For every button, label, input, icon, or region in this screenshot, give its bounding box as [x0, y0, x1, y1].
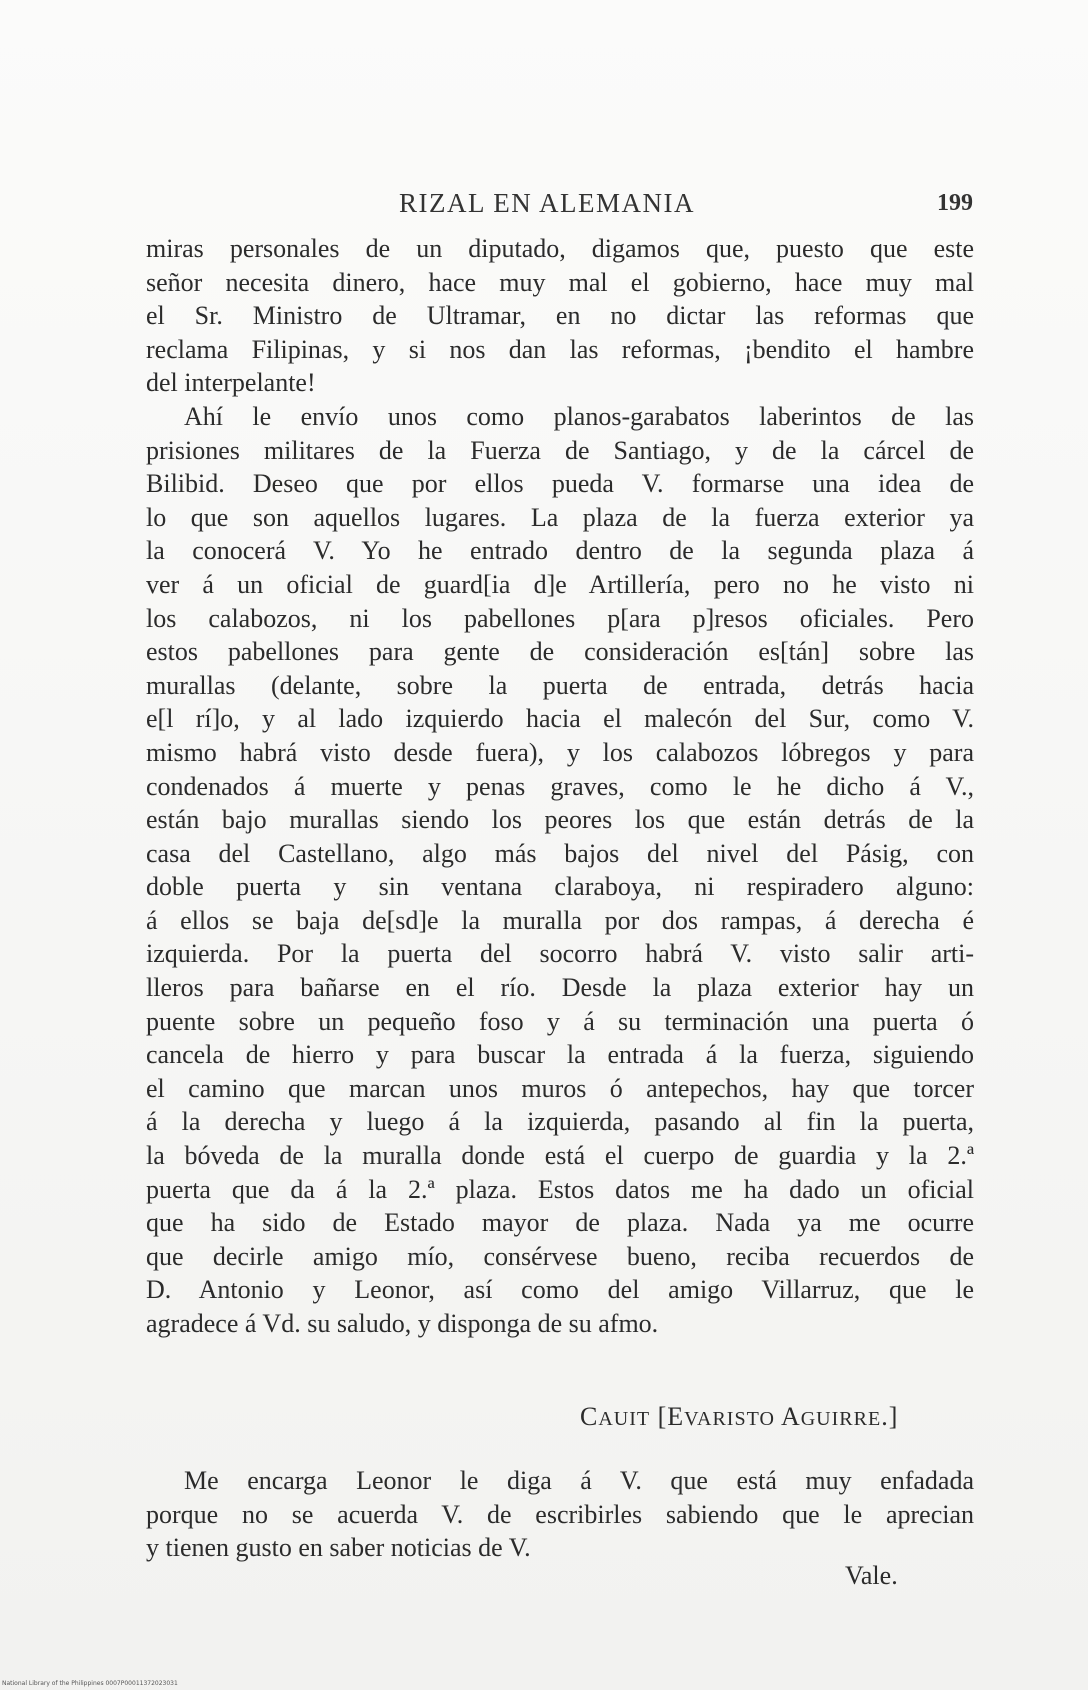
body-line: á la derecha y luego á la izquierda, pasando al fin la puerta,	[146, 1107, 974, 1137]
body-line: miras personales de un diputado, digamos que, puesto que este	[146, 234, 974, 263]
signature-part: .]	[881, 1402, 899, 1431]
body-line: casa del Castellano, algo más bajos del nivel del Pásig, con	[146, 838, 974, 868]
closing-vale: Vale.	[845, 1561, 898, 1590]
body-line: la bóveda de la muralla donde está el cuerpo de guardia y la 2.ª	[146, 1141, 974, 1171]
body-line: la conocerá V. Yo he entrado dentro de la segunda plaza á	[146, 536, 974, 566]
signature-part: AUIT	[598, 1408, 651, 1430]
body-line: e[l rí]o, y al lado izquierdo hacia el malecón del Sur, como V.	[146, 704, 974, 734]
body-line: murallas (delante, sobre la puerta de entrada, detrás hacia	[146, 670, 974, 700]
body-line: están bajo murallas siendo los peores los que están detrás de la	[146, 805, 974, 835]
page-number: 199	[937, 190, 973, 216]
body-line: cancela de hierro y para buscar la entrada á la fuerza, siguiendo	[146, 1040, 974, 1070]
body-line: lleros para bañarse en el río. Desde la plaza exterior hay un	[146, 973, 974, 1003]
letter-body	[146, 232, 974, 1341]
body-line: del interpelante!	[146, 368, 316, 398]
signature-part: [E	[650, 1402, 685, 1431]
signature-part: C	[580, 1402, 599, 1431]
body-line: mismo habrá visto desde fuera), y los calabozos lóbregos y para	[146, 737, 974, 767]
running-title: RIZAL EN ALEMANIA	[399, 188, 695, 218]
body-line: á ellos se baja de[sd]e la muralla por dos rampas, á derecha é	[146, 905, 974, 935]
body-line: condenados á muerte y penas graves, como le he dicho á V.,	[146, 771, 974, 801]
body-line: Ahí le envío unos como planos-garabatos laberintos de las	[184, 401, 974, 431]
signature	[580, 1402, 898, 1432]
signature-part: A	[774, 1402, 801, 1431]
body-line: los calabozos, ni los pabellones p[ara p]resos oficiales. Pero	[146, 603, 974, 633]
body-line: puente sobre un pequeño foso y á su terminación una puerta ó	[146, 1006, 974, 1036]
postscript-line: Me encarga Leonor le diga á V. que está muy enfadada	[184, 1466, 974, 1495]
body-line: el Sr. Ministro de Ultramar, en no dictar las reformas que	[146, 301, 974, 331]
body-line: Bilibid. Deseo que por ellos pueda V. formarse una idea de	[146, 469, 974, 499]
postscript-line: porque no se acuerda V. de escribirles sabiendo que le aprecian	[146, 1499, 974, 1529]
body-line: D. Antonio y Leonor, así como del amigo Villarruz, que le	[146, 1275, 974, 1305]
body-line: que ha sido de Estado mayor de plaza. Nada ya me ocurre	[146, 1208, 974, 1238]
body-line: el camino que marcan unos muros ó antepechos, hay que torcer	[146, 1073, 974, 1103]
body-line: doble puerta y sin ventana claraboya, ni respiradero alguno:	[146, 872, 974, 902]
body-line: señor necesita dinero, hace muy mal el gobierno, hace muy mal	[146, 267, 974, 297]
body-line: prisiones militares de la Fuerza de Santiago, y de la cárcel de	[146, 435, 974, 465]
signature-part: GUIRRE	[800, 1408, 882, 1430]
body-line: que decirle amigo mío, consérvese bueno, reciba recuerdos de	[146, 1241, 974, 1271]
body-line: puerta que da á la 2.ª plaza. Estos datos me ha dado un oficial	[146, 1174, 974, 1204]
body-line: estos pabellones para gente de consideración es[tán] sobre las	[146, 637, 974, 667]
body-line: izquierda. Por la puerta del socorro habrá V. visto salir arti-	[146, 939, 974, 969]
running-header	[0, 188, 1088, 224]
signature-part: VARISTO	[684, 1408, 775, 1430]
postscript-line: y tienen gusto en saber noticias de V.	[146, 1533, 531, 1563]
footer-credit: National Library of the Philippines 0007P00011372023031	[2, 1680, 178, 1687]
body-line: reclama Filipinas, y si nos dan las reformas, ¡bendito el hambre	[146, 334, 974, 364]
body-line: ver á un oficial de guard[ia d]e Artillería, pero no he visto ni	[146, 569, 974, 599]
body-line: lo que son aquellos lugares. La plaza de la fuerza exterior ya	[146, 502, 974, 532]
body-line: agradece á Vd. su saludo, y disponga de su afmo.	[146, 1309, 659, 1338]
postscript	[146, 1464, 974, 1565]
